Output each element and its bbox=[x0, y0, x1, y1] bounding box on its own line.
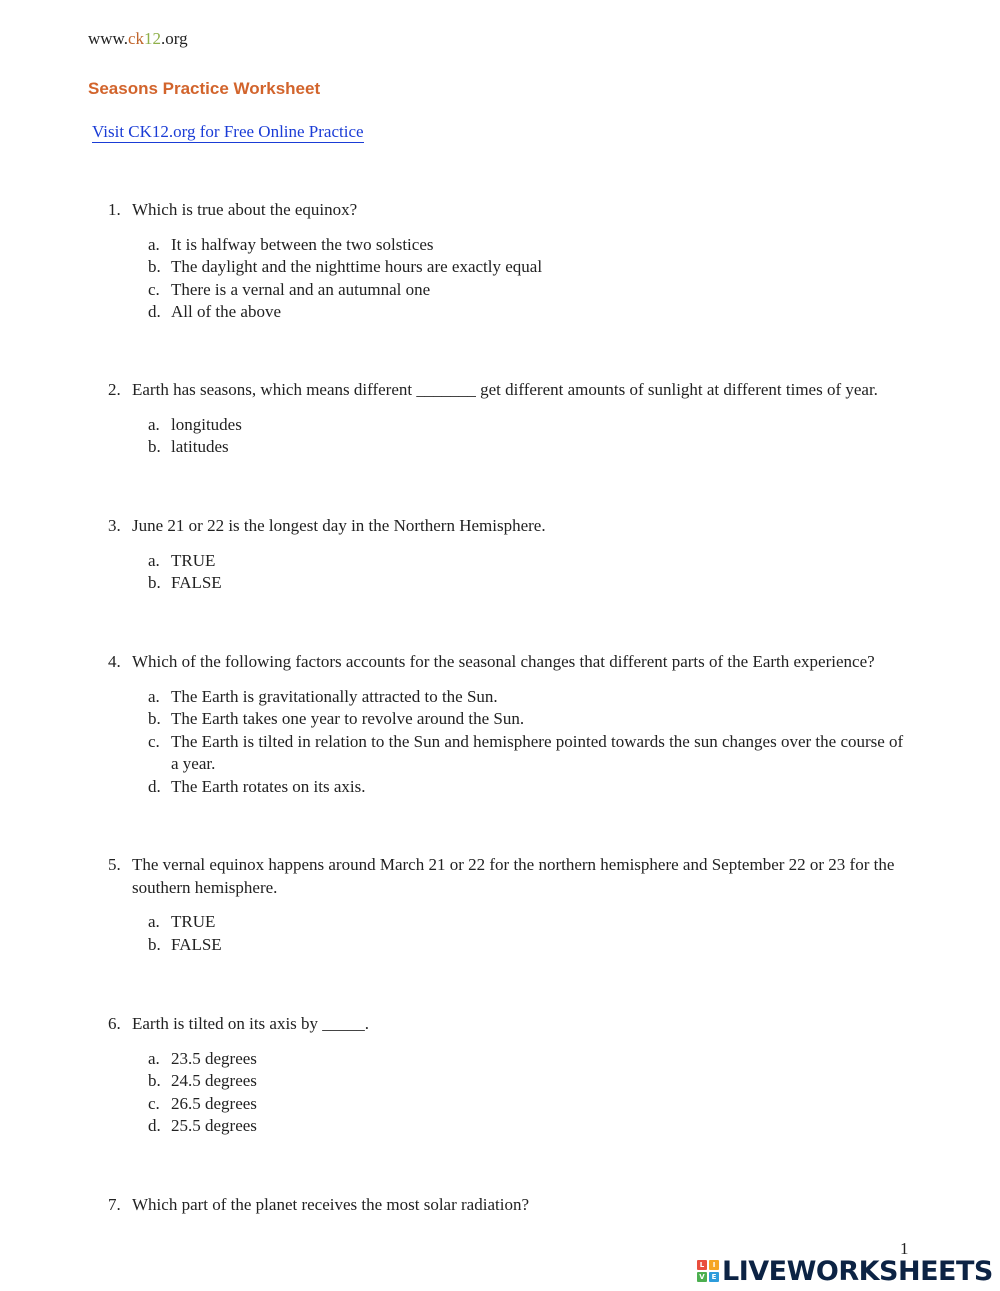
option-list bbox=[108, 1048, 913, 1138]
option-letter: c. bbox=[148, 279, 160, 299]
option-item[interactable] bbox=[148, 279, 913, 302]
option-list bbox=[108, 686, 913, 799]
question-text: Which is true about the equinox? bbox=[132, 200, 358, 219]
question-5 bbox=[108, 854, 913, 956]
liveworksheets-icon bbox=[697, 1260, 719, 1282]
option-letter: b. bbox=[148, 573, 161, 592]
option-text: longitudes bbox=[171, 414, 242, 434]
option-letter: a. bbox=[148, 550, 160, 570]
logo-square-l: L bbox=[697, 1260, 707, 1270]
option-letter: b. bbox=[148, 437, 161, 456]
option-item[interactable] bbox=[148, 256, 913, 279]
site-url[interactable] bbox=[88, 29, 188, 49]
option-text: FALSE bbox=[171, 934, 222, 954]
option-item[interactable] bbox=[148, 776, 913, 799]
question-number: 1. bbox=[108, 200, 121, 219]
logo-square-i: I bbox=[709, 1260, 719, 1270]
question-6 bbox=[108, 1013, 913, 1138]
option-text: The Earth rotates on its axis. bbox=[171, 776, 366, 796]
worksheet-title: Seasons Practice Worksheet bbox=[88, 79, 321, 98]
option-item[interactable] bbox=[148, 911, 913, 934]
option-letter: a. bbox=[148, 912, 160, 931]
option-letter: b. bbox=[148, 257, 161, 276]
option-list bbox=[108, 414, 913, 459]
question-text: Earth is tilted on its axis by _____. bbox=[132, 1014, 370, 1033]
option-item[interactable] bbox=[148, 1093, 913, 1116]
site-url-twelve: 12 bbox=[144, 29, 162, 48]
option-text: TRUE bbox=[171, 912, 216, 931]
option-item[interactable] bbox=[148, 1048, 913, 1071]
liveworksheets-wordmark: LIVEWORKSHEETS bbox=[722, 1255, 993, 1287]
option-letter: d. bbox=[148, 302, 161, 321]
option-letter: a. bbox=[148, 234, 160, 254]
question-number: 2. bbox=[108, 380, 121, 399]
option-text: The Earth is gravitationally attracted to the Sun. bbox=[171, 686, 498, 706]
option-letter: d. bbox=[148, 776, 161, 796]
option-item[interactable] bbox=[148, 414, 913, 437]
option-item[interactable] bbox=[148, 1115, 913, 1138]
practice-link[interactable]: Visit CK12.org for Free Online Practice bbox=[92, 122, 364, 141]
option-item[interactable] bbox=[148, 934, 913, 957]
question-text: Earth has seasons, which means different _______ get different amounts of sunlight at different times of year. bbox=[132, 380, 878, 399]
question-4 bbox=[108, 651, 913, 798]
option-letter: b. bbox=[148, 1071, 161, 1090]
question-number: 4. bbox=[108, 652, 121, 671]
option-item[interactable] bbox=[148, 686, 913, 709]
option-text: 26.5 degrees bbox=[171, 1093, 257, 1113]
option-text: The daylight and the nighttime hours are exactly equal bbox=[171, 257, 543, 276]
option-list bbox=[108, 234, 913, 324]
option-text: 25.5 degrees bbox=[171, 1116, 257, 1135]
option-letter: b. bbox=[148, 934, 161, 954]
option-text: All of the above bbox=[171, 302, 281, 321]
option-item[interactable] bbox=[148, 234, 913, 257]
logo-square-v: V bbox=[697, 1272, 707, 1282]
option-text: FALSE bbox=[171, 573, 222, 592]
option-item[interactable] bbox=[148, 731, 913, 776]
option-letter: a. bbox=[148, 1048, 160, 1068]
option-letter: c. bbox=[148, 1093, 160, 1113]
option-item[interactable] bbox=[148, 550, 913, 573]
question-1 bbox=[108, 199, 913, 324]
site-url-suffix: .org bbox=[161, 29, 188, 48]
logo-square-e: E bbox=[709, 1272, 719, 1282]
question-2 bbox=[108, 379, 913, 459]
option-text: There is a vernal and an autumnal one bbox=[171, 279, 431, 299]
option-letter: c. bbox=[148, 731, 160, 751]
option-text: The Earth takes one year to revolve around the Sun. bbox=[171, 709, 525, 728]
question-number: 5. bbox=[108, 855, 121, 874]
question-text: June 21 or 22 is the longest day in the Northern Hemisphere. bbox=[132, 516, 546, 535]
option-text: The Earth is tilted in relation to the Sun and hemisphere pointed towards the sun changes over the course of a year. bbox=[171, 731, 904, 773]
page-number: 1 bbox=[900, 1239, 909, 1258]
option-item[interactable] bbox=[148, 436, 913, 459]
liveworksheets-logo[interactable] bbox=[697, 1257, 993, 1285]
question-number: 7. bbox=[108, 1195, 121, 1214]
option-text: latitudes bbox=[171, 437, 229, 456]
question-text: Which part of the planet receives the most solar radiation? bbox=[132, 1195, 529, 1214]
option-letter: b. bbox=[148, 709, 161, 728]
question-number: 6. bbox=[108, 1014, 121, 1033]
option-text: It is halfway between the two solstices bbox=[171, 234, 434, 254]
option-list bbox=[108, 911, 913, 956]
option-item[interactable] bbox=[148, 708, 913, 731]
option-letter: d. bbox=[148, 1116, 161, 1135]
option-text: 23.5 degrees bbox=[171, 1048, 257, 1068]
option-list bbox=[108, 550, 913, 595]
question-text: Which of the following factors accounts for the seasonal changes that different parts of the Earth experience? bbox=[132, 652, 875, 671]
question-7 bbox=[108, 1194, 913, 1217]
option-text: TRUE bbox=[171, 550, 216, 570]
question-3 bbox=[108, 515, 913, 595]
option-letter: a. bbox=[148, 414, 160, 434]
option-item[interactable] bbox=[148, 301, 913, 324]
site-url-prefix: www. bbox=[88, 29, 128, 48]
site-url-ck: ck bbox=[127, 29, 145, 48]
question-text: The vernal equinox happens around March 21 or 22 for the northern hemisphere and September 22 or 23 for the southern hemisphere. bbox=[132, 855, 895, 897]
option-letter: a. bbox=[148, 686, 160, 706]
option-item[interactable] bbox=[148, 572, 913, 595]
question-number: 3. bbox=[108, 516, 121, 535]
option-text: 24.5 degrees bbox=[171, 1071, 257, 1090]
option-item[interactable] bbox=[148, 1070, 913, 1093]
